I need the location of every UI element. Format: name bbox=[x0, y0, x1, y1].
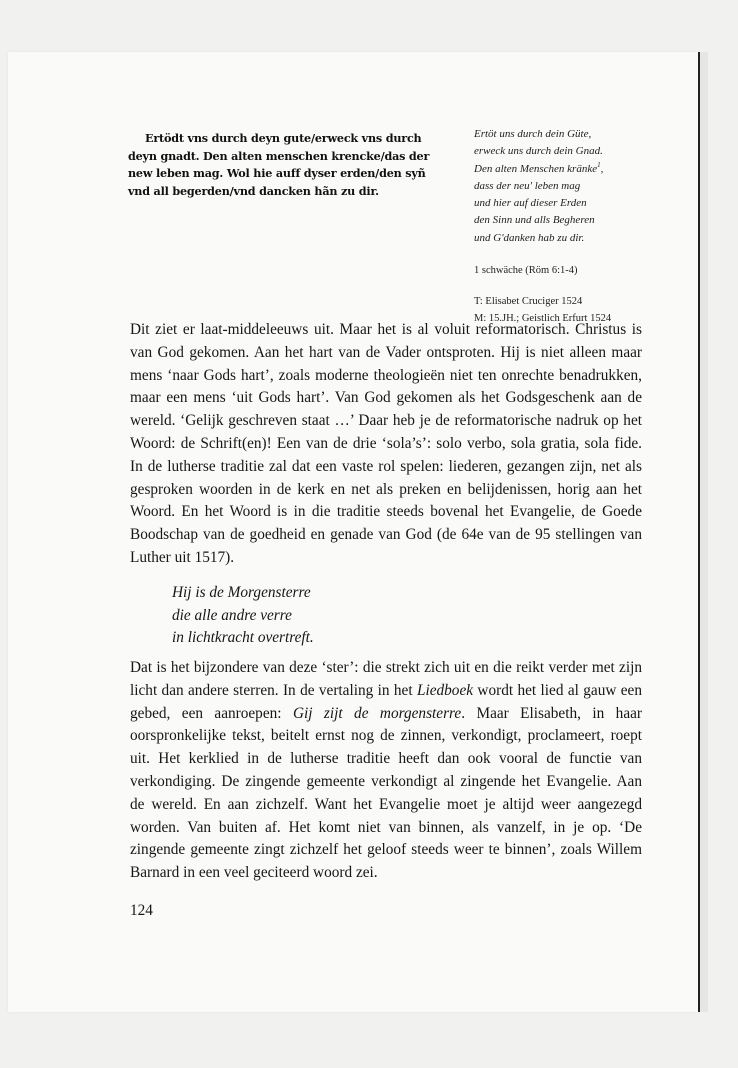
text-line: oorspronkelijke tekst, beitelt ernst nog de zinnen, verkondigt, proclameert, roept bbox=[130, 727, 642, 745]
text-line: Dat is het bijzondere van deze ‘ster’: die strekt zich uit en die reikt verder met zijn bbox=[130, 659, 642, 676]
german-line: erweck uns durch dein Gnad. bbox=[474, 145, 603, 158]
text-line: In de lutherse traditie zal dat een vaste rol spelen: liederen, gezangen zijn, net als bbox=[130, 457, 642, 475]
hymn-modern-german bbox=[474, 126, 694, 247]
text-line: Dit ziet er laat-middeleeuws uit. Maar het is al voluit reformatorisch. Christus is bbox=[130, 321, 642, 338]
credit-music: M: 15.JH.; Geistlich Erfurt 1524 bbox=[474, 313, 612, 324]
blackletter-line: deyn gnadt. Den alten menschen krencke/das der bbox=[128, 148, 430, 163]
poem-line: in lichtkracht overtreft. bbox=[172, 629, 314, 646]
hymn-title: Gij zijt de morgensterre bbox=[292, 704, 462, 722]
text-line: zingende gemeente zingt zichzelf het geloof steeds weer te binnen’, zoals Willem bbox=[130, 841, 642, 859]
text-line: de wereld. En aan zichzelf. Want het Evangelie moet je altijd weer aangezegd bbox=[130, 795, 642, 813]
footnote-marker: 1 bbox=[597, 160, 601, 169]
poem-quote bbox=[172, 582, 314, 650]
book-title: Liedboek bbox=[416, 681, 474, 699]
german-line: und G'danken hab zu dir. bbox=[474, 231, 585, 244]
text-line: Luther uit 1517). bbox=[130, 548, 235, 566]
german-line bbox=[474, 161, 694, 178]
blackletter-line: Ertödt vns durch deyn gute/erweck vns durch bbox=[145, 131, 422, 145]
hymn-blackletter-text bbox=[128, 130, 474, 200]
text-line bbox=[130, 703, 642, 726]
text-line: Barnard in een veel geciteerd woord zei. bbox=[130, 864, 378, 882]
text-line: wereld. ‘Gelijk geschreven staat …’ Daar heb je de reformatorische nadruk op het bbox=[130, 412, 642, 430]
paragraph-1 bbox=[130, 319, 642, 570]
page-edge bbox=[698, 52, 708, 1012]
german-line: dass der neu' leben mag bbox=[474, 179, 581, 192]
text-segment: wordt het lied al gauw een bbox=[473, 681, 642, 699]
text-segment: . Maar Elisabeth, in haar bbox=[461, 704, 642, 722]
text-segment: gebed, een aanroepen: bbox=[130, 704, 293, 722]
text-line: van God gekomen. Aan het hart van de Vader ontsproten. Hij is niet alleen maar bbox=[130, 343, 642, 361]
text-line: maar een mens ‘uit Gods hart’. Van God gekomen als het Godsgeschenk aan de bbox=[130, 389, 642, 407]
text-line: uit. Het kerklied in de lutherse traditie heeft dan ook vooral de functie van bbox=[130, 750, 642, 768]
text-line: Woord: de Schrift(en)! Een van de drie ‘sola’s’: solo verbo, sola gratia, sola fide. bbox=[130, 434, 642, 452]
credit-text: T: Elisabet Cruciger 1524 bbox=[474, 296, 583, 307]
blackletter-line: vnd all begerden/vnd dancken hãn zu dir. bbox=[128, 183, 379, 198]
footnote-text: 1 schwäche (Röm 6:1-4) bbox=[474, 265, 578, 276]
german-line: den Sinn und alls Begheren bbox=[474, 214, 595, 227]
text-line bbox=[130, 680, 642, 703]
poem-line: die alle andre verre bbox=[172, 606, 292, 624]
german-line: Ertöt uns durch dein Güte, bbox=[474, 128, 592, 140]
german-line: und hier auf dieser Erden bbox=[474, 197, 587, 210]
footnote bbox=[474, 262, 694, 279]
text-line: verkondiging. De zingende gemeente verkondigt al zingende het Evangelie. Aan bbox=[130, 772, 642, 790]
poem-line: Hij is de Morgensterre bbox=[172, 584, 311, 601]
german-line-text: Den alten Menschen kränke bbox=[474, 162, 598, 175]
text-line: Boodschap van de goedheid en genade van God (de 64e van de 95 stellingen van bbox=[130, 526, 642, 544]
german-line-punct: , bbox=[600, 162, 604, 175]
paragraph-2 bbox=[130, 657, 642, 885]
text-segment: licht dan andere sterren. In de vertaling in het bbox=[130, 681, 417, 699]
page-number: 124 bbox=[130, 902, 153, 919]
text-line: worden. Van buiten af. Het komt niet van binnen, als vanzelf, in je op. ‘De bbox=[130, 818, 642, 836]
blackletter-line: new leben mag. Wol hie auff dyser erden/den syñ bbox=[128, 166, 426, 180]
text-line: mens ‘naar Gods hart’, zoals moderne theologieën niet ten onrechte benadrukken, bbox=[130, 366, 642, 384]
text-line: gesproken woorden in de kerk en net als preken en belijdenissen, horig aan het bbox=[130, 480, 642, 498]
text-line: Woord. En het Woord is in die traditie steeds bovenal het Evangelie, de Goede bbox=[130, 503, 642, 521]
